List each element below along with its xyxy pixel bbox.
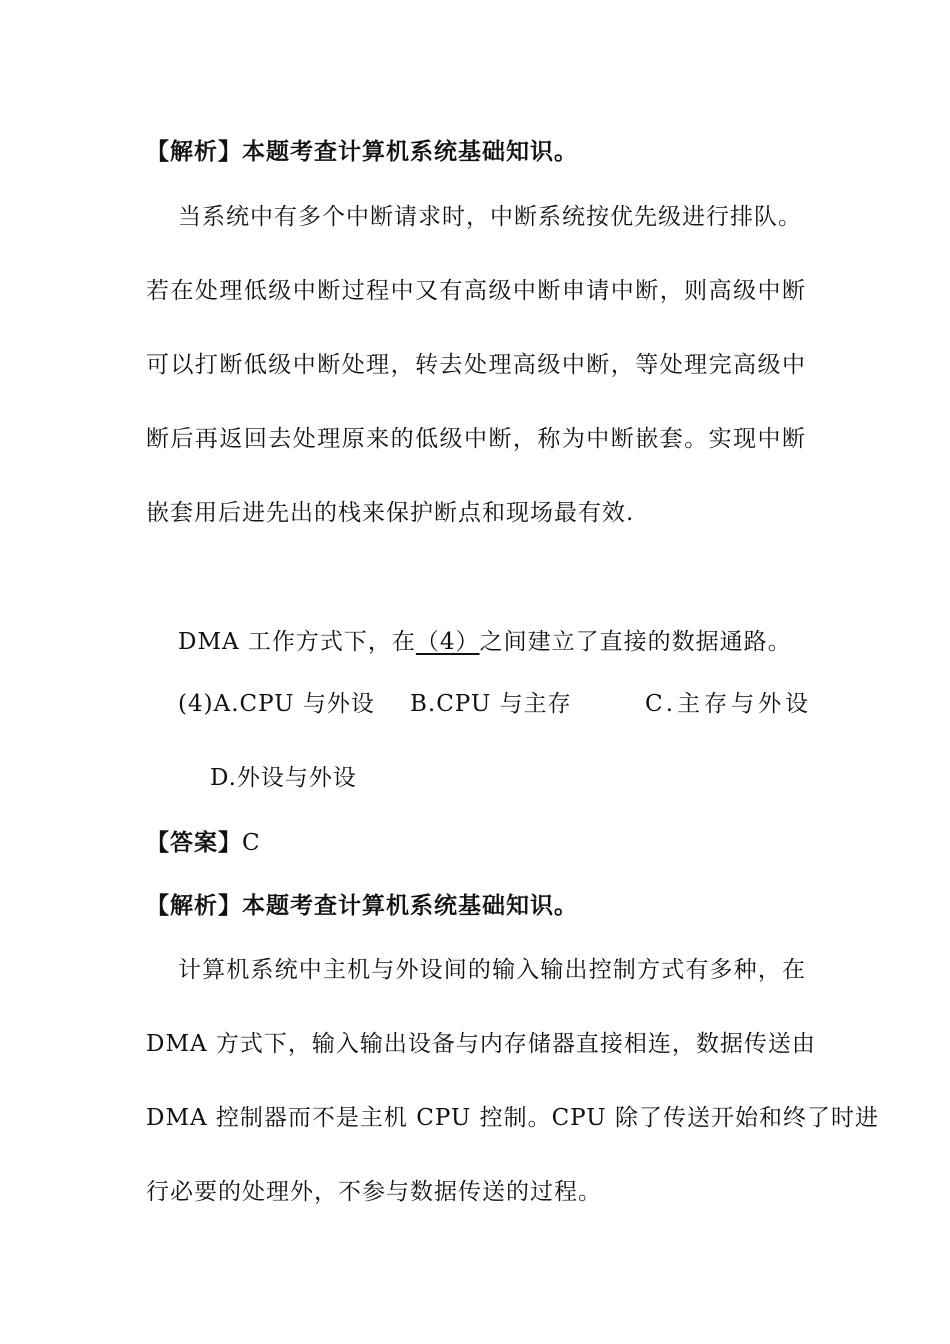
option-c: C.主存与外设 (645, 691, 813, 717)
option-d: D.外设与外设 (210, 765, 357, 791)
question-prefix: DMA 工作方式下，在 (178, 629, 416, 655)
paragraph-line: 嵌套用后进先出的栈来保护断点和现场最有效. (146, 500, 635, 526)
paragraph-line: 当系统中有多个中断请求时，中断系统按优先级进行排队。 (178, 204, 802, 230)
analysis-heading: 【解析】本题考查计算机系统基础知识。 (146, 893, 578, 919)
paragraph-line: DMA 方式下，输入输出设备与内存储器直接相连，数据传送由 (146, 1031, 816, 1057)
answer-line (146, 828, 261, 858)
option-b: B.CPU 与主存 (410, 691, 572, 717)
analysis-heading: 【解析】本题考查计算机系统基础知识。 (146, 139, 578, 165)
paragraph-line: 可以打断低级中断处理，转去处理高级中断，等处理完高级中 (146, 352, 806, 378)
answer-value: C (242, 830, 261, 856)
question-blank: （4） (415, 629, 480, 655)
option-a: (4)A.CPU 与外设 (178, 691, 375, 717)
paragraph-line: DMA 控制器而不是主机 CPU 控制。CPU 除了传送开始和终了时进 (146, 1105, 879, 1131)
question-suffix: 之间建立了直接的数据通路。 (479, 629, 792, 655)
paragraph-line: 行必要的处理外，不参与数据传送的过程。 (146, 1179, 602, 1205)
paragraph-line: 断后再返回去处理原来的低级中断，称为中断嵌套。实现中断 (146, 426, 806, 452)
paragraph-line: 若在处理低级中断过程中又有高级中断申请中断，则高级中断 (146, 278, 806, 304)
answer-label: 【答案】 (146, 830, 242, 856)
question-stem (178, 627, 792, 657)
paragraph-line: 计算机系统中主机与外设间的输入输出控制方式有多种，在 (178, 957, 806, 983)
